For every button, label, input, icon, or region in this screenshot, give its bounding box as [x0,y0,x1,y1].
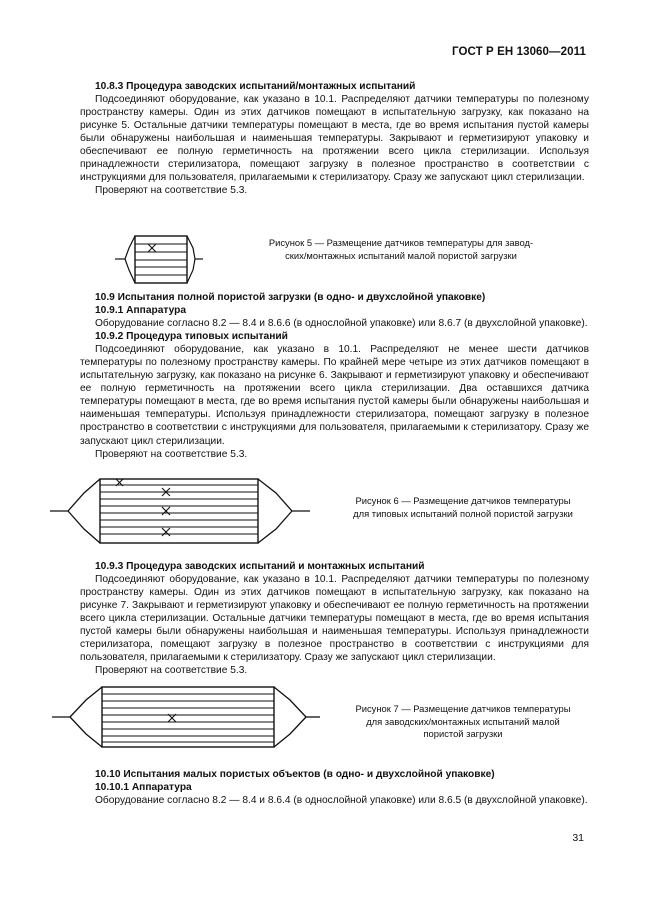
page-number: 31 [572,832,584,844]
subsection-heading: 10.10.1 Аппаратура [95,782,192,794]
paragraph: Проверяют на соответствие 5.3. [95,665,248,677]
figure-6-caption: Рисунок 6 — Размещение датчиков температуры для типовых испытаний полной пористой загрузки [353,495,573,519]
section-10-9-3 [80,560,589,677]
figure-7-caption: Рисунок 7 — Размещение датчиков температуры для заводских/монтажных испытаний малой пористой загрузки [355,703,571,740]
figure-5-diagram [115,226,205,292]
section-10-10 [80,768,589,807]
section-heading: 10.9 Испытания полной пористой загрузки (в одно- и двухслойной упаковке) [95,292,486,303]
subsection-heading: 10.9.2 Процедура типовых испытаний [95,331,288,343]
figure-6-diagram [50,473,320,550]
paragraph: Подсоединяют оборудование, как указано в 10.1. Распределяют датчики температуры по полезному пространству камеры. Один из этих датчиков помещают в испытательную загрузку, как показано на рисунке 5. Остальные датчики температуры помещают в места, где во время испытания пустой камеры были обнаружены наибольшая и наименьшая температуры. Закрывают и герметизируют упаковку и обеспечивают ее полную герметичность на протяжении всего цикла стерилизации. Используя принадлежности стерилизатора, помещают загрузку в полезное пространство в соответствии с инструкциями для пользователя, прилагаемыми к стерилизатору. Сразу же запускают цикл стерилизации. [80,94,589,184]
paragraph: Оборудование согласно 8.2 — 8.4 и 8.6.4 (в однослойной упаковке) или 8.6.5 (в двухслойной упаковке). [95,795,588,807]
document-id: ГОСТ Р ЕН 13060—2011 [451,46,586,58]
subsection-heading: 10.9.1 Аппаратура [95,305,187,317]
paragraph: Проверяют на соответствие 5.3. [95,448,248,460]
paragraph: Подсоединяют оборудование, как указано в 10.1. Распределяют датчики температуры по полезному пространству камеры. Один из этих датчиков помещают в испытательную загрузку, как показано на рисунке 7. Закрывают и герметизируют упаковку и обеспечивают ее полную герметичность на протяжении всего цикла стерилизации. Остальные датчики температуры помещают в места, где во время испытания пустой камеры были обнаружены наибольшая и наименьшая температуры. Используя принадлежности стерилизатора, помещают загрузку в полезное пространство в соответствии с инструкциями для пользователя, прилагаемыми к стерилизатору. Сразу же запускают цикл стерилизации. [80,574,589,664]
section-heading: 10.9.3 Процедура заводских испытаний и монтажных испытаний [95,561,425,572]
section-heading: 10.8.3 Процедура заводских испытаний/монтажных испытаний [95,81,416,92]
figure-5-caption: Рисунок 5 — Размещение датчиков температуры для завод- ских/монтажных испытаний малой пористой загрузки [268,237,534,261]
section-10-8-3 [80,80,589,197]
section-10-9 [80,291,589,461]
figure-7-diagram [52,682,322,752]
paragraph: Подсоединяют оборудование, как указано в 10.1. Распределяют не менее шести датчиков температуры по полезному пространству камеры. По крайней мере четыре из этих датчиков помещают в испытательную загрузку, как показано на рисунке 6. Закрывают и герметизируют упаковку и обеспечивают ее полную герметичность на протяжении всего цикла стерилизации. Два оставшихся датчика температуры помещают в места, где во время испытания пустой камеры были обнаружены наибольшая и наименьшая температуры. Используя принадлежности стерилизатора, помещают загрузку в полезное пространство в соответствии с инструкциями для пользователя, прилагаемыми к стерилизатору. Сразу же запускают цикл стерилизации. [80,344,589,447]
paragraph: Оборудование согласно 8.2 — 8.4 и 8.6.6 (в однослойной упаковке) или 8.6.7 (в двухслойной упаковке). [95,318,588,330]
section-heading: 10.10 Испытания малых пористых объектов (в одно- и двухслойной упаковке) [95,769,495,780]
paragraph: Проверяют на соответствие 5.3. [95,185,248,197]
